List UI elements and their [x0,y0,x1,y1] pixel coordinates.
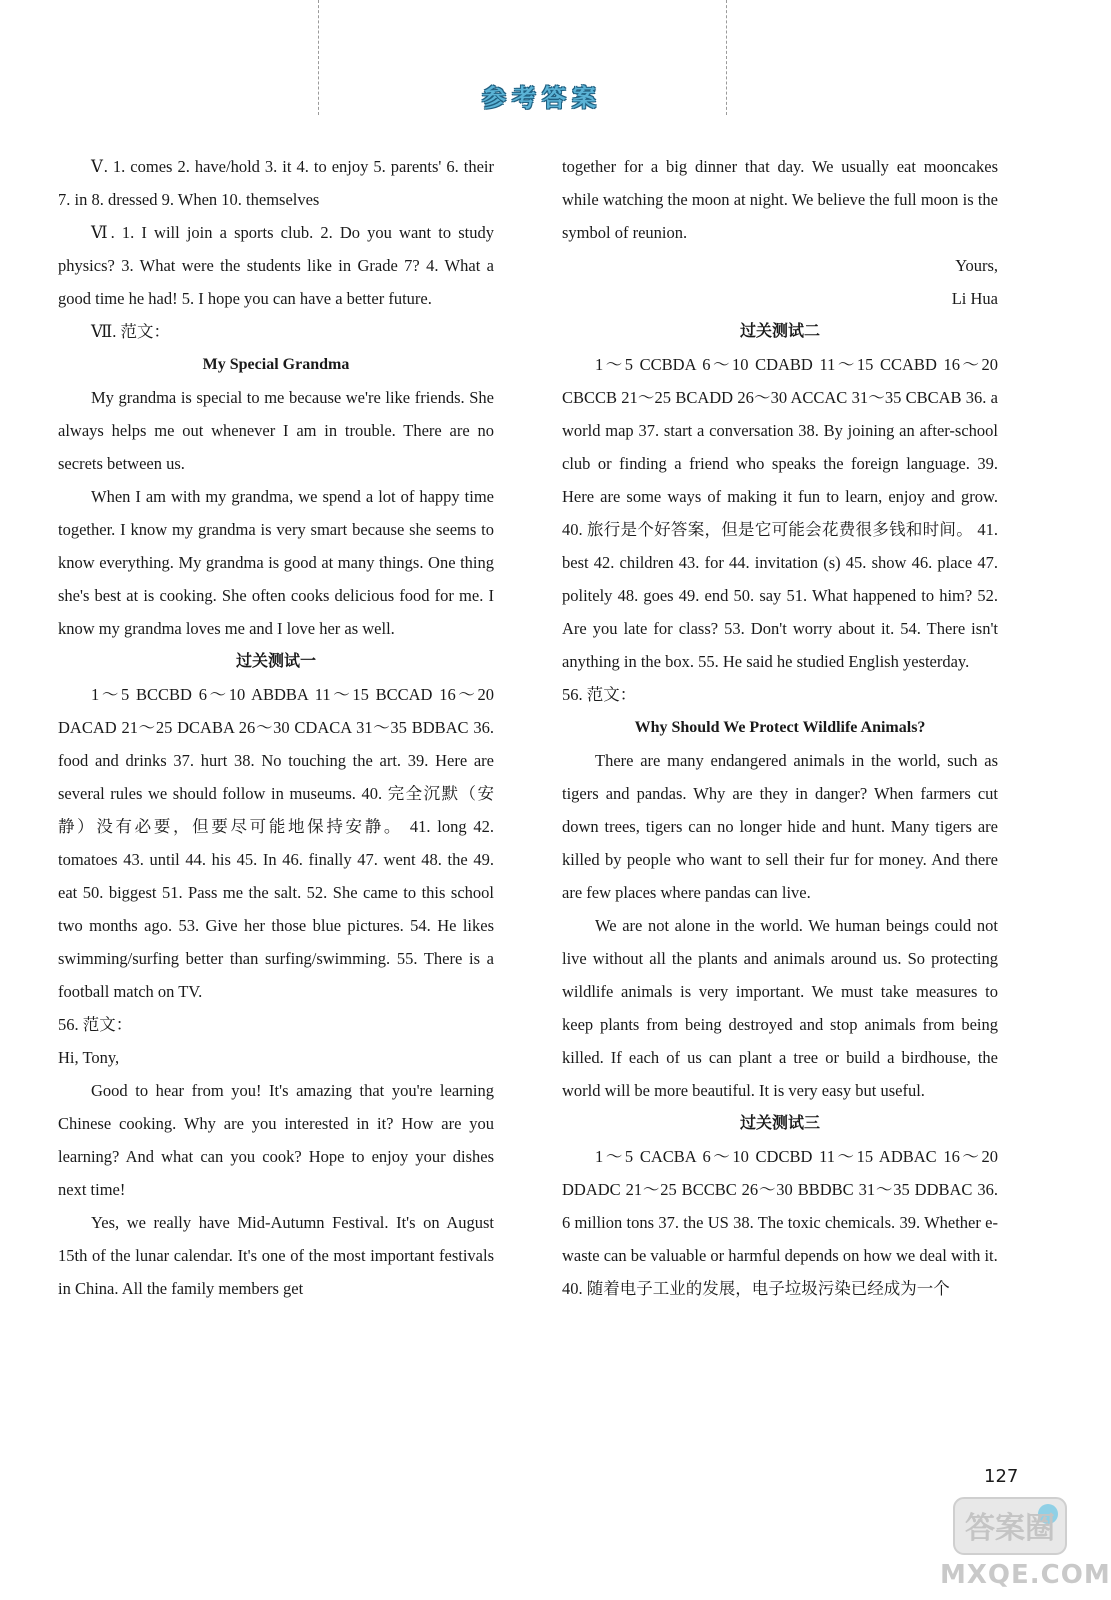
left-paragraph-0: Ⅴ. 1. comes 2. have/hold 3. it 4. to enjoy 5. parents' 6. their 7. in 8. dressed 9. When 10. themselves [58,157,494,209]
left-paragraph-8: 56. 范文： [58,1015,133,1034]
right-paragraph-10: 1～5 CACBA 6～10 CDCBD 11～15 ADBAC 16～20 DDADC 21～25 BCCBC 26～30 BBDBC 31～35 DDBAC 36. 6 million tons 37. the US 38. The toxic chemicals. 39. Whether e-waste can be valuable or harmful depends on how we deal with it. [562,1147,998,1265]
right-paragraph-9: 过关测试三 [739,1115,820,1132]
watermark [940,1480,1111,1595]
right-paragraph-11: 40. 随着电子工业的发展，电子垃圾污染已经成为一个 [562,1279,950,1298]
left-paragraph-3: My Special Grandma [202,356,350,373]
right-paragraph-0: together for a big dinner that day. We usually eat mooncakes while watching the moon at night. We believe the full moon is the symbol of reunion. [562,157,998,242]
page-number: 127 [984,1466,1019,1487]
left-column [58,150,494,1305]
watermark-logo-text: 答案圈 [965,1511,1055,1546]
page-header-title: 参考答案 [482,84,602,112]
left-paragraph-7: 1～5 BCCBD 6～10 ABDBA 11～15 BCCAD 16～20 DACAD 21～25 DCABA 26～30 CDACA 31～35 BDBAC 36. food and drinks 37. hurt 38. No touching the art. 39. Here are several rules we should follow in museums. 40. 完全沉默（安静）没有必要，但要尽可能地保持安静。 41. long 42. tomatoes 43. until 44. his 45. In 46. finally 47. went 48. the 49. eat 50. biggest 51. Pass me the salt. 52. She came to this school two months ago. 53. Give her those blue pictures. 54. He likes swimming/surfing better than surfing/swimming. 55. There is a football match on TV. [58,685,494,1001]
right-paragraph-4: 1～5 CCBDA 6～10 CDABD 11～15 CCABD 16～20 CBCCB 21～25 BCADD 26～30 ACCAC 31～35 CBCAB 36. a world map 37. start a conversation 38. By joining an after-school club or finding a friend who speaks the foreign language. 39. Here are some ways of making it fun to learn, enjoy and grow. 40. 旅行是个好答案，但是它可能会花费很多钱和时间。 41. best 42. children 43. for 44. invitation (s) 45. show 46. place 47. politely 48. goes 49. end 50. say 51. What happened to him? 52. Are you late for class? 53. Don't worry about it. 54. There isn't anything in the box. 55. He said he studied English yesterday. [562,355,998,671]
left-paragraph-10: Good to hear from you! It's amazing that you're learning Chinese cooking. Why are you interested in it? How are you learning? And what can you cook? Hope to enjoy your dishes next time! [58,1081,494,1199]
left-paragraph-11: Yes, we really have Mid-Autumn Festival. It's on August 15th of the lunar calendar. It's one of the most important festivals in China. All the family members get [58,1213,494,1298]
left-paragraph-4: My grandma is special to me because we're like friends. She always helps me out whenever I am in trouble. There are no secrets between us. [58,388,494,473]
left-paragraph-2: Ⅶ. 范文： [91,322,171,341]
right-paragraph-7: There are many endangered animals in the world, such as tigers and pandas. Why are they in danger? When farmers cut down trees, tigers can no longer hide and hunt. Many tigers are killed by people who want to sell their fur for money. And there are few places where pandas can live. [562,751,998,902]
right-paragraph-1: Yours, [955,256,998,275]
left-paragraph-1: Ⅵ. 1. I will join a sports club. 2. Do you want to study physics? 3. What were the students like in Grade 7? 4. What a good time he had! 5. I hope you can have a better future. [58,223,494,308]
right-column [562,150,998,1305]
left-paragraph-6: 过关测试一 [235,653,316,670]
right-paragraph-8: We are not alone in the world. We human beings could not live without all the plants and animals around us. So protecting wildlife animals is very important. We must take measures to keep plants from being destroyed and stop animals from being killed. If each of us can plant a tree or build a birdhouse, the world will be more beautiful. It is very easy but useful. [562,916,998,1100]
watermark-url: MXQE.COM [940,1560,1111,1590]
right-paragraph-6: Why Should We Protect Wildlife Animals? [634,719,926,736]
right-paragraph-3: 过关测试二 [739,323,820,340]
watermark-logo-icon [952,1492,1068,1558]
left-paragraph-5: When I am with my grandma, we spend a lot of happy time together. I know my grandma is very smart because she seems to know everything. My grandma is good at many things. One thing she's best at is cooking. She often cooks delicious food for me. I know my grandma loves me and I love her as well. [58,487,494,638]
left-paragraph-9: Hi, Tony, [58,1048,120,1067]
right-paragraph-5: 56. 范文： [562,685,637,704]
right-paragraph-2: Li Hua [951,289,998,308]
